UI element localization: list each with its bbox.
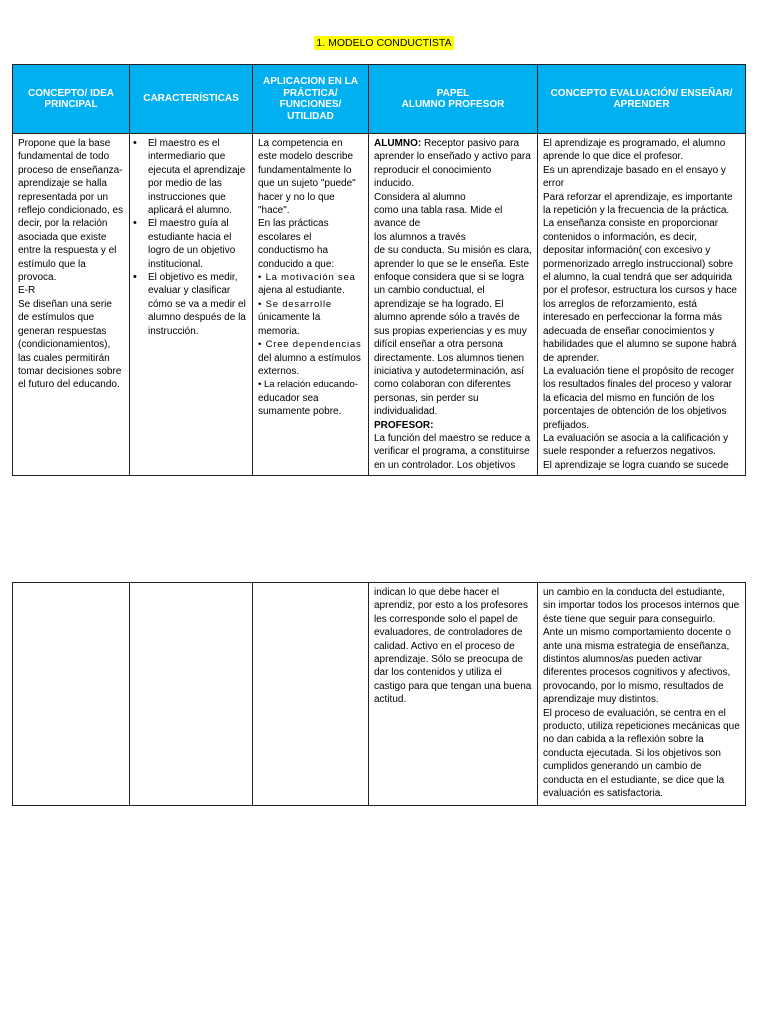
aplicacion-intro-2: En las prácticas escolares el conductismo ha conducido a que: xyxy=(258,218,335,270)
papel-cont-text: indican lo que debe hacer el aprendiz, por esto a los profesores les corresponde solo el papel de evaluadores, de controladores de calidad. Activo en el proceso de aprendizaje. Sólo se preocupa de dar los contenidos y utiliza el castigo para que tengan una buena actitud. xyxy=(374,587,532,706)
evaluacion-paragraph: La enseñanza consiste en proporcionar contenidos o información, es decir, depositar información( con excesivo y pormenorizado arreglo instruccional) sobre el alumno, la cual tendrá que ser adquirida por el profesor, estructura los cursos y hace los arreglos de reforzamiento, está interesado en perfeccionar la forma más adecuada de enseñar conocimientos y habilidades que el alumno se supone habrá de aprender. xyxy=(543,218,737,364)
continuation-table xyxy=(12,582,746,806)
alumno-label: ALUMNO: xyxy=(374,138,422,149)
evaluacion-paragraph: El aprendizaje se logra cuando se sucede xyxy=(543,459,729,471)
table-row xyxy=(13,134,746,476)
aplicacion-bullet-2-cont: únicamente la memoria. xyxy=(258,312,321,337)
header-papel: PAPEL ALUMNO PROFESOR xyxy=(369,65,538,134)
empty-cell xyxy=(130,583,253,806)
table-row xyxy=(13,583,746,806)
header-row xyxy=(13,65,746,134)
empty-cell xyxy=(13,583,130,806)
concepto-er: E-R xyxy=(18,285,36,297)
aplicacion-bullet-3: • Cree dependencias xyxy=(258,339,362,351)
evaluacion-paragraph: La evaluación tiene el propósito de recoger los resultados finales del proceso y valorar la eficacia del mismo en función de los porcentajes de obtención de los objetivos prefijados. xyxy=(543,365,735,431)
header-evaluacion: CONCEPTO EVALUACIÓN/ ENSEÑAR/ APRENDER xyxy=(538,65,746,134)
evaluacion-cont-cell xyxy=(538,583,746,806)
papel-line-4: los alumnos a través xyxy=(374,231,466,243)
page-title xyxy=(0,37,768,49)
evaluacion-cont-paragraph: El proceso de evaluación, se centra en el producto, utiliza repeticiones mecánicas que no dan cabida a la reflexión sobre la conducta ejecutada. Si los objetivos son cumplidos generando un cambio de conducta en el estudiante, se dice que la evaluación es satisfactoria. xyxy=(543,707,740,800)
concepto-text-2: Se diseñan una serie de estímulos que generan respuestas (condicionamientos), las cuales permitirán tomar decisiones sobre el futuro del educando. xyxy=(18,298,122,391)
aplicacion-bullet-4-cont: educador sea sumamente pobre. xyxy=(258,392,342,418)
papel-cell xyxy=(369,134,538,476)
evaluacion-paragraph: Es un aprendizaje basado en el ensayo y error xyxy=(543,164,726,190)
papel-line-3: como una tabla rasa. Mide el avance de xyxy=(374,205,503,230)
papel-cont-cell xyxy=(369,583,538,806)
concepto-cell xyxy=(13,134,130,476)
aplicacion-cell xyxy=(253,134,369,476)
caracteristicas-list xyxy=(135,137,247,338)
aplicacion-bullet-1: • La motivación sea xyxy=(258,272,356,284)
list-item: • El objetivo es medir, evaluar y clasificar cómo se va a medir el alumno después de la instrucción. xyxy=(135,271,247,338)
list-item: • El maestro es el intermediario que ejecuta el aprendizaje por medio de las instrucciones que aplicará el alumno. xyxy=(135,137,247,217)
profesor-text: La función del maestro se reduce a verificar el programa, a constituirse en un controlador. Los objetivos xyxy=(374,432,531,471)
header-caracteristicas: CARACTERÍSTICAS xyxy=(130,65,253,134)
concepto-text: Propone que la base fundamental de todo proceso de enseñanza-aprendizaje se halla representada por un reflejo condicionado, es decir, por la relación asociada que existe entre la respuesta y el estímulo que la provoca. xyxy=(18,138,124,284)
model-table xyxy=(12,64,746,476)
header-concepto: CONCEPTO/ IDEA PRINCIPAL xyxy=(13,65,130,134)
evaluacion-paragraph: El aprendizaje es programado, el alumno aprende lo que dice el profesor. xyxy=(543,138,726,163)
aplicacion-bullet-4: • La relación educando- xyxy=(258,379,358,391)
papel-line-5: de su conducta. Su misión es clara, aprender lo que se le enseña. Este enfoque considera que si se logra un cambio conductual, el aprendizaje se ha logrado. El alumno aprende sólo a través de sus propias experiencias y es muy difícil enseñar a otra persona directamente. Los alumnos tienen iniciativa y autodeterminación, así como colaboran con diferentes personas, sin perder su individualidad. xyxy=(374,245,532,418)
profesor-label xyxy=(374,419,532,432)
evaluacion-cont-paragraph: un cambio en la conducta del estudiante, sin importar todos los procesos internos que éste tiene que seguir para conseguirlo. xyxy=(543,587,740,625)
list-item: • El maestro guía al estudiante hacia el logro de un objetivo institucional. xyxy=(135,217,247,271)
title-highlight: 1. MODELO CONDUCTISTA xyxy=(316,37,452,49)
header-aplicacion: APLICACION EN LA PRÁCTICA/ FUNCIONES/ UTILIDAD xyxy=(253,65,369,134)
profesor-label-text: PROFESOR: xyxy=(374,419,434,431)
papel-alumno xyxy=(374,137,532,191)
alumno-text: Receptor pasivo para aprender lo enseñado y activo para reproducir el conocimiento inducido. xyxy=(374,138,531,190)
evaluacion-paragraph: Para reforzar el aprendizaje, es importante la repetición y la frecuencia de la práctica. xyxy=(543,191,733,217)
aplicacion-bullet-2: • Se desarrolle xyxy=(258,298,332,310)
caracteristicas-cell xyxy=(130,134,253,476)
papel-line-2: Considera al alumno xyxy=(374,191,466,203)
aplicacion-bullet-1-cont: ajena al estudiante. xyxy=(258,285,345,297)
empty-cell xyxy=(253,583,369,806)
evaluacion-cont-paragraph: Ante un mismo comportamiento docente o ante una misma estrategia de enseñanza, distintos alumnos/as pueden activar diferentes procesos cognitivos y afectivos, provocando, por lo mismo, resultados de aprendizaje muy distintos. xyxy=(543,627,731,706)
aplicacion-intro: La competencia en este modelo describe fundamentalmente lo que un sujeto "puede" hacer y no lo que "hace". xyxy=(258,138,356,217)
evaluacion-paragraph: La evaluación se asocia a la calificación y suele responder a refuerzos negativos. xyxy=(543,432,729,458)
aplicacion-bullet-3-cont: del alumno a estímulos externos. xyxy=(258,352,361,377)
evaluacion-cell xyxy=(538,134,746,476)
